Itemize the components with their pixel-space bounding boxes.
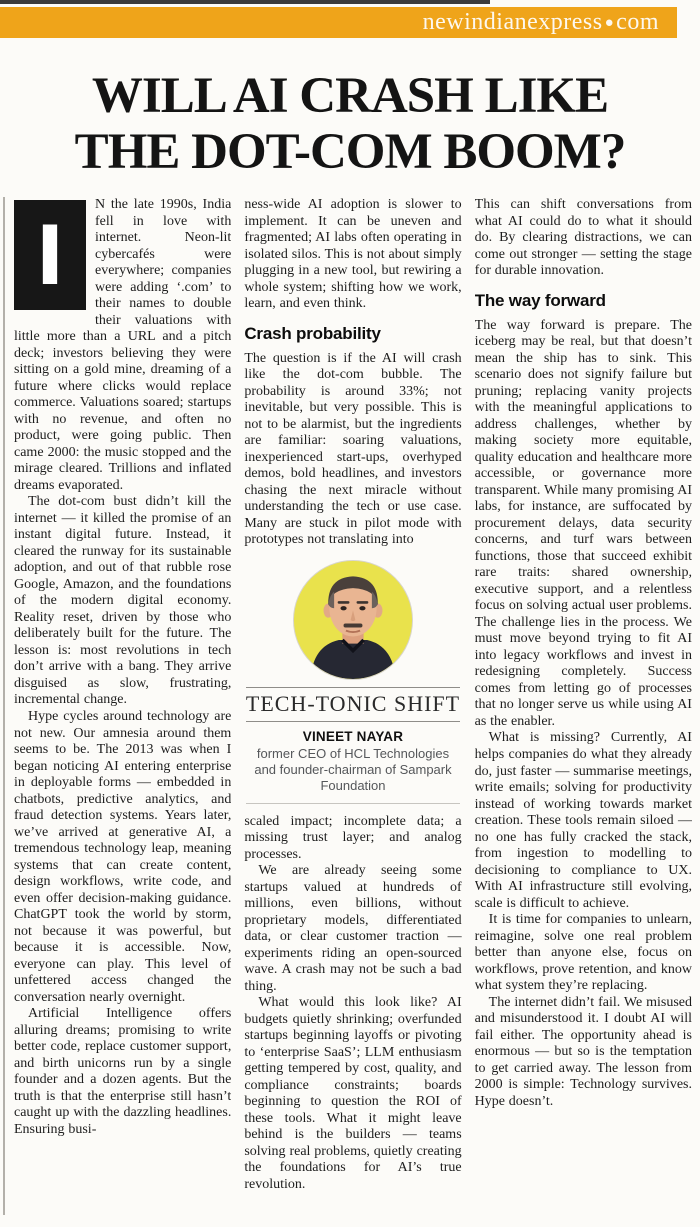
column-1: [14, 197, 231, 1227]
paragraph: It is time for companies to unlearn, reimagine, solve one real problem better than anyone else, focus on workflows, prove retention, and know what system they’re replacing.: [474, 912, 692, 994]
author-name: VINEET NAYAR: [302, 728, 404, 744]
column-3: [475, 197, 692, 1227]
paragraph: What would this look like? AI budgets quietly shrinking; overfunded startups beginning layoffs or pivoting to ‘enterprise SaaS’; LLM enthusiasm getting tempered by cost, quality, and compliance constraints; boards beginning to question the ROI of these tools. What it might leave behind is the builders — teams solving real problems, quietly creating the foundations for AI’s true revolution.: [244, 995, 462, 1192]
subhead-way-forward: The way forward: [474, 290, 606, 310]
byline-rule-bottom: [246, 803, 459, 804]
masthead-site: newindianexpress: [422, 9, 603, 35]
paragraph: The dot-com bust didn’t kill the internet — it killed the promise of an instant digital future. Instead, it cleared the runway for its sustainable adoption, and out of that rubble rose Google, Amazon, and the foundations of the modern digital economy. Reality reset, driven by those who deliberately built for the future. The lesson is: most revolutions in tech don’t arrive with a bang. They arrive disguised as slow, frustrating, incremental change.: [14, 494, 232, 708]
masthead-dot-icon: ●: [604, 14, 615, 31]
paragraph: The question is if the AI will crash like the dot-com bubble. The probability is around 33%; not inevitable, but very possible. This is not to be alarmist, but the ingredients are familiar: soaring valuations, inexperienced start-ups, overhyped demos, bold headlines, and investors chasing the next miracle without understanding the tech or use case. Many are stuck in pilot mode with prototypes not translating into: [244, 350, 462, 548]
paragraph: What is missing? Currently, AI helps companies do what they already do, just faster — summarise meetings, write emails; solving for productivity instead of working towards market creation. These tools remain siloed — no one has fully cracked the stack, from ingestion to modelling to decisioning to compliance to UX. With AI infrastructure still evolving, scale is difficult to achieve.: [474, 730, 692, 911]
column-2: [244, 197, 461, 1227]
headline-line1: WILL AI CRASH LIKE: [91, 68, 609, 124]
byline-rule-mid: [246, 721, 459, 722]
paragraph: Artificial Intelligence offers alluring dreams; promising to write better code, replace customer support, and birth unicorns run by a single founder and a dozen agents. But the truth is that the enterprise still hasn’t caught up with the dazzling headlines. Ensuring busi-: [14, 1006, 232, 1137]
paragraph: [14, 197, 231, 494]
author-portrait-image: [294, 561, 412, 679]
paragraph: The internet didn’t fail. We misused and misunderstood it. I doubt AI will fail either. The opportunity ahead is enormous — but so is the temptation to get carried away. The lesson from 2000 is simple: Technology survives. Hype doesn’t.: [474, 994, 692, 1109]
masthead-tld: com: [616, 9, 659, 35]
masthead-site-name: [423, 9, 659, 36]
scan-edge-artifact: [0, 0, 490, 4]
author-photo: [244, 561, 461, 679]
paragraph: Hype cycles around technology are not new. Our amnesia around them seems to be. The 2013 was when I began noticing AI entering enterprise in deployable forms — embedded in chatbots, predictive analytics, and fraud detection systems. Years later, we’ve arrived at generative AI, a tremendous technology leap, meaning systems that can create content, design workflows, write code, and even offer decision-making guidance. ChatGPT took the world by storm, not because it was powerful, but because it is accessible. Now, everyone can play. This level of unfettered access changed the conversation nearly overnight.: [14, 708, 232, 1005]
dropcap-letter-i: I: [36, 207, 64, 303]
paragraph: The way forward is prepare. The iceberg may be real, but that doesn’t mean the ship has to sink. This scenario does not signify failure but pruning; replacing vanity projects with the meaningful applications to address challenges, whether by making society more equitable, quality education and healthcare more accessible, or governance more transparent. While many promising AI labs, for instance, are suffocated by procurement delays, data security concerns, and turf wars between functions, those that succeed exhibit rare traits: shared ownership, executive support, and a relentless focus on solving actual user problems. The challenge lies in the process. We must move beyond trying to fit AI into legacy workflows and invest in redesigning completely. Success comes from letting go of processes that no longer serve us while using AI as the enabler.: [474, 317, 692, 729]
paragraph: ness-wide AI adoption is slower to implement. It can be uneven and fragmented; AI labs often operating in isolated silos. This is not about simply plugging in a new tool, but rewiring a whole system; shifting how we work, learn, and even think.: [244, 197, 462, 312]
portrait-illustration: [294, 561, 412, 679]
paragraph: This can shift conversations from what AI could do to what it should do. By clearing distractions, we can come out stronger — setting the stage for durable innovation.: [474, 197, 692, 279]
article-headline: [0, 68, 700, 180]
subhead-crash-probability: Crash probability: [244, 323, 381, 343]
article-columns: [14, 197, 692, 1227]
paragraph-text: N the late 1990s, India fell in love with internet. Neon-lit cybercafés were everywhere; companies were adding ‘.com’ to their names to double their valuations with little more than a URL and a pitch deck; investors believing they were sitting on a gold mine, dreaming of a future where clicks would replace commerce. Valuations soared; startups with no revenue, and often no product, were going public. Then came 2000: the music stopped and the mirage cleared. Trillions and inflated dreams evaporated.: [14, 197, 232, 493]
paragraph: We are already seeing some startups valued at hundreds of millions, even billions, without proprietary models, differentiated data, or clear customer traction — experiments riding an open-sourced wave. A crash may not be such a bad thing.: [244, 863, 462, 994]
byline-block: [244, 687, 461, 804]
column-kicker: TECH-TONIC SHIFT: [245, 690, 461, 716]
masthead-band: [0, 7, 677, 38]
paragraph: scaled impact; incomplete data; a missing trust layer; and analog processes.: [244, 813, 462, 862]
author-role: former CEO of HCL Technologies and founder-chairman of Sampark Foundation: [254, 745, 452, 794]
dropcap-box: [14, 200, 86, 310]
headline-line2: THE DOT-COM BOOM?: [74, 124, 626, 181]
left-column-rule: [3, 197, 5, 1215]
